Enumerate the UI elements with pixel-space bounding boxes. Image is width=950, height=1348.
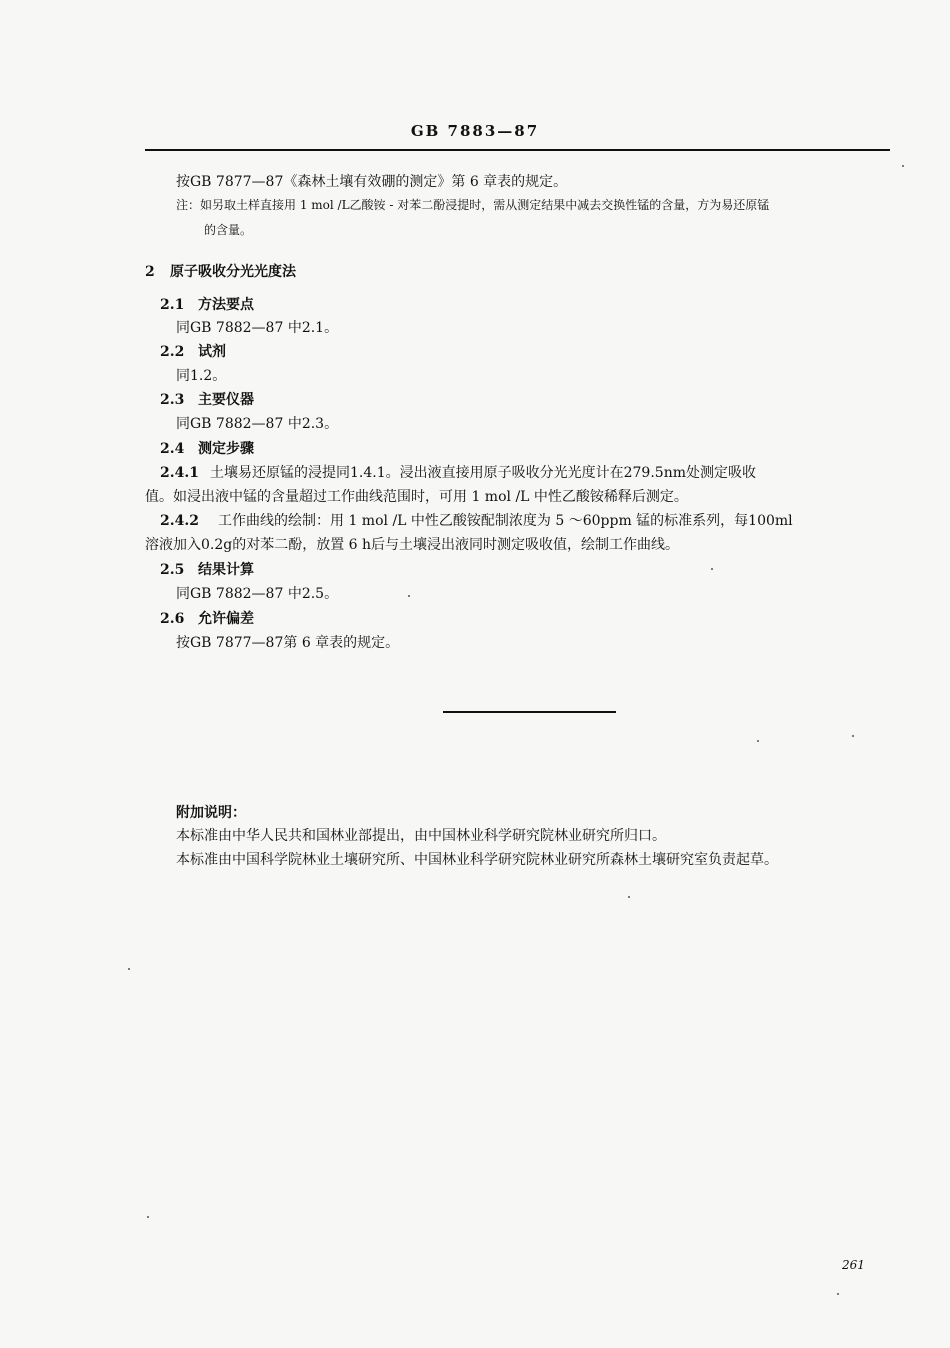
section-2-6-number: 2.6 bbox=[160, 611, 185, 627]
section-2-4-1-line-2: 值。如浸出液中锰的含量超过工作曲线范围时，可用 1 mol /L 中性乙酸铵稀释后测定。 bbox=[145, 489, 688, 505]
end-of-text-rule bbox=[443, 711, 616, 713]
section-2-heading bbox=[145, 262, 296, 282]
appendix-line-2: 本标准由中国科学院林业土壤研究所、中国林业科学研究院林业研究所森林土壤研究室负责起草。 bbox=[176, 852, 778, 868]
section-2-4-number: 2.4 bbox=[160, 441, 185, 457]
section-2-number: 2 bbox=[145, 264, 155, 280]
section-2-4-2-number: 2.4.2 bbox=[160, 513, 199, 529]
section-2-3-number: 2.3 bbox=[160, 392, 185, 408]
appendix-title: 附加说明： bbox=[176, 805, 246, 821]
section-2-title: 原子吸收分光光度法 bbox=[170, 264, 296, 280]
section-2-1-body: 同GB 7882—87 中2.1。 bbox=[176, 320, 339, 336]
scan-speck bbox=[147, 1216, 149, 1218]
section-2-2-body: 同1.2。 bbox=[176, 368, 227, 384]
scan-speck bbox=[902, 165, 904, 167]
section-2-5-title: 结果计算 bbox=[198, 562, 254, 578]
section-2-6-body: 按GB 7877—87第 6 章表的规定。 bbox=[176, 635, 400, 651]
appendix-line-1: 本标准由中华人民共和国林业部提出，由中国林业科学研究院林业研究所归口。 bbox=[176, 828, 666, 844]
scan-speck bbox=[852, 735, 854, 737]
note-line-2: 的含量。 bbox=[204, 223, 253, 237]
header-rule bbox=[145, 149, 890, 151]
scan-speck bbox=[837, 1293, 839, 1295]
section-2-1-number: 2.1 bbox=[160, 297, 185, 313]
section-2-5-number: 2.5 bbox=[160, 562, 185, 578]
section-2-5-heading bbox=[160, 560, 254, 580]
section-2-5-body: 同GB 7882—87 中2.5。 bbox=[176, 586, 339, 602]
section-2-3-body: 同GB 7882—87 中2.3。 bbox=[176, 416, 339, 432]
section-2-4-1-text: 土壤易还原锰的浸提同1.4.1。浸出液直接用原子吸收分光光度计在279.5nm处测定吸收 bbox=[210, 465, 756, 481]
section-2-4-title: 测定步骤 bbox=[198, 441, 254, 457]
table-reference-line: 按GB 7877—87《森林土壤有效硼的测定》第 6 章表的规定。 bbox=[176, 174, 568, 190]
section-2-4-1-line-1 bbox=[160, 463, 756, 483]
scan-speck bbox=[628, 896, 630, 898]
section-2-6-title: 允许偏差 bbox=[198, 611, 254, 627]
section-2-4-1-number: 2.4.1 bbox=[160, 465, 199, 481]
note-line-1: 注：如另取土样直接用 1 mol /L乙酸铵 - 对苯二酚浸提时，需从测定结果中减去交换性锰的含量，方为易还原锰 bbox=[176, 198, 770, 212]
scan-speck bbox=[408, 595, 410, 597]
section-2-4-2-text: 工作曲线的绘制：用 1 mol /L 中性乙酸铵配制浓度为 5 ～60ppm 锰的标准系列，每100ml bbox=[218, 513, 793, 529]
section-2-4-heading bbox=[160, 439, 254, 459]
page-number: 261 bbox=[842, 1258, 865, 1272]
scan-speck bbox=[128, 968, 130, 970]
section-2-1-heading bbox=[160, 295, 254, 315]
section-2-4-2-line-2: 溶液加入0.2g的对苯二酚，放置 6 h后与土壤浸出液同时测定吸收值，绘制工作曲线。 bbox=[145, 537, 680, 553]
section-2-2-title: 试剂 bbox=[198, 344, 226, 360]
section-2-1-title: 方法要点 bbox=[198, 297, 254, 313]
section-2-2-heading bbox=[160, 342, 226, 362]
standard-number-header: GB 7883—87 bbox=[410, 122, 540, 140]
section-2-4-2-line-1 bbox=[160, 511, 793, 531]
section-2-3-heading bbox=[160, 390, 254, 410]
scan-speck bbox=[711, 568, 713, 570]
section-2-6-heading bbox=[160, 609, 254, 629]
section-2-3-title: 主要仪器 bbox=[198, 392, 254, 408]
scan-speck bbox=[757, 740, 759, 742]
section-2-2-number: 2.2 bbox=[160, 344, 185, 360]
